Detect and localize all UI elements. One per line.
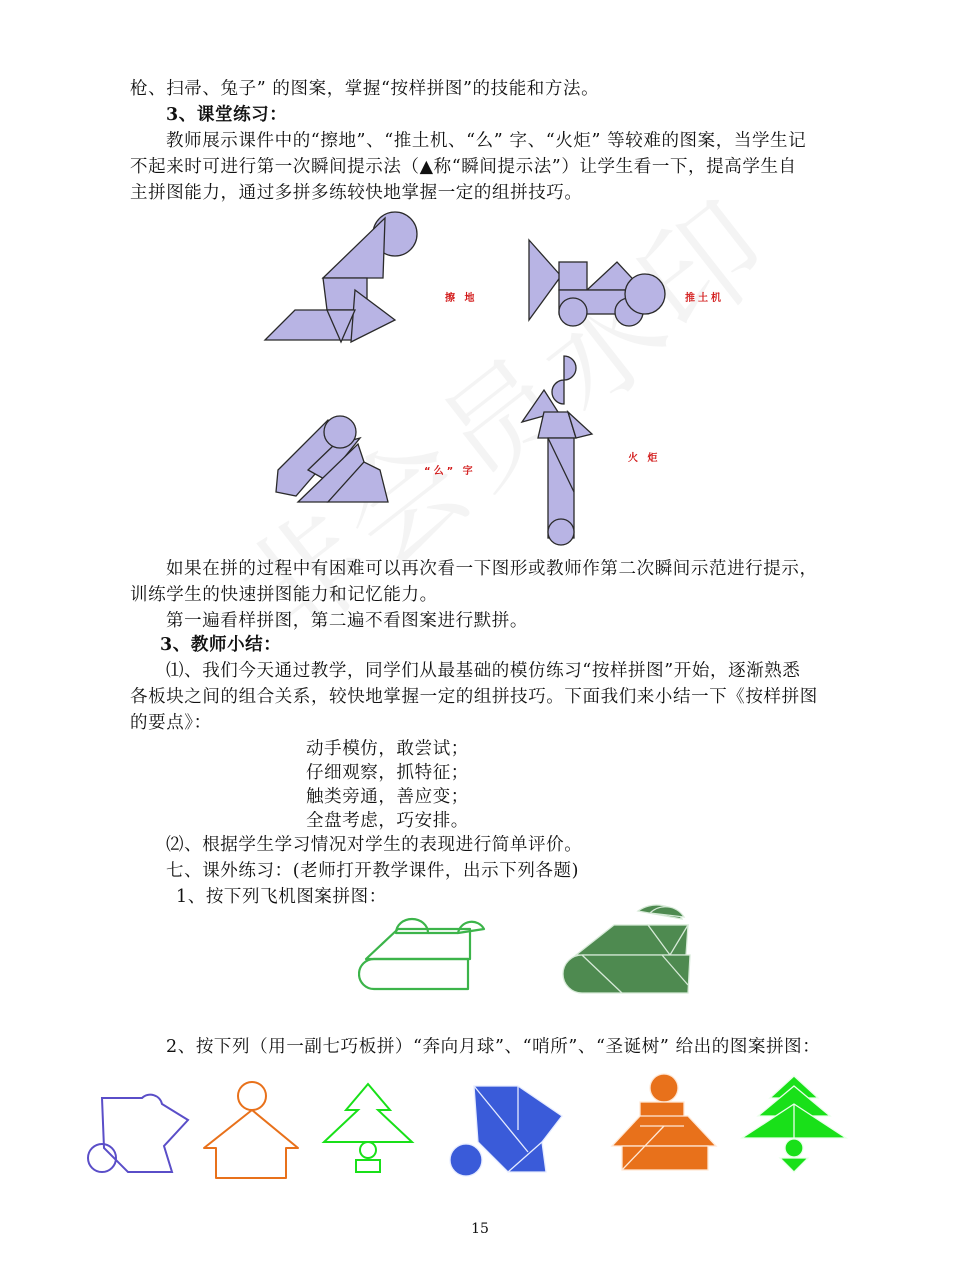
paragraph-homework: 七、课外练习：(老师打开教学课件，出示下列各题) (166, 861, 580, 881)
paragraph-summary-1: ⑴、我们今天通过教学，同学们从最基础的模仿练习“按样拼图”开始，逐渐熟悉 (166, 661, 801, 681)
paragraph-evaluation: ⑵、根据学生学习情况对学生的表现进行简单评价。 (166, 835, 583, 855)
heading-summary: 3、教师小结： (160, 635, 282, 655)
paragraph-practice-2: 不起来时可进行第一次瞬间提示法（▲称“瞬间提示法”）让学生看一下，提高学生自 (130, 157, 797, 177)
christmas-tree-filled-figure (740, 1074, 848, 1174)
christmas-tree-outline-figure (316, 1080, 420, 1180)
sentry-post-filled-figure (608, 1072, 718, 1172)
paragraph-practice-1: 教师展示课件中的“擦地”、“推土机、“么” 字、“火炬” 等较难的图案，当学生记 (166, 131, 807, 151)
airplane-filled-figure (562, 893, 697, 997)
paragraph-summary-3: 的要点》： (130, 713, 212, 733)
me-character-label: “么” 字 (424, 466, 476, 477)
bulldozer-label: 推土机 (685, 293, 724, 304)
heading-practice: 3、课堂练习： (166, 105, 288, 125)
paragraph-task-2: 2、按下列（用一副七巧板拼）“奔向月球”、“哨所”、“圣诞树” 给出的图案拼图： (166, 1037, 821, 1057)
key-point-2: 仔细观察，抓特征； (306, 763, 469, 783)
page-number: 15 (471, 1221, 489, 1237)
key-point-3: 触类旁通，善应变； (306, 787, 469, 807)
paragraph-intro: 枪、扫帚、兔子” 的图案，掌握“按样拼图”的技能和方法。 (130, 79, 600, 99)
paragraph-summary-2: 各板块之间的组合关系，较快地掌握一定的组拼技巧。下面我们来小结一下《按样拼图 (130, 687, 818, 707)
mop-figure (255, 210, 425, 350)
paragraph-hint-2: 训练学生的快速拼图能力和记忆能力。 (130, 585, 438, 605)
key-point-4: 全盘考虑，巧安排。 (306, 811, 469, 831)
paragraph-task-1: 1、按下列飞机图案拼图： (176, 887, 387, 907)
mop-label: 擦 地 (445, 293, 478, 304)
key-point-1: 动手模仿，敢尝试； (306, 739, 469, 759)
paragraph-practice-3: 主拼图能力，通过多拼多练较快地掌握一定的组拼技巧。 (130, 183, 583, 203)
me-character-figure (268, 410, 398, 505)
paragraph-hint-1: 如果在拼的过程中有困难可以再次看一下图形或教师作第二次瞬间示范进行提示， (166, 559, 818, 579)
sentry-post-outline-figure (200, 1074, 302, 1182)
torch-label: 火 炬 (628, 453, 661, 464)
rocket-to-moon-filled-figure (446, 1082, 564, 1182)
rocket-to-moon-outline-figure (84, 1088, 196, 1176)
torch-figure (518, 352, 600, 550)
bulldozer-figure (525, 232, 670, 330)
paragraph-two-rounds: 第一遍看样拼图，第二遍不看图案进行默拼。 (166, 611, 528, 631)
airplane-outline-figure (358, 905, 493, 995)
